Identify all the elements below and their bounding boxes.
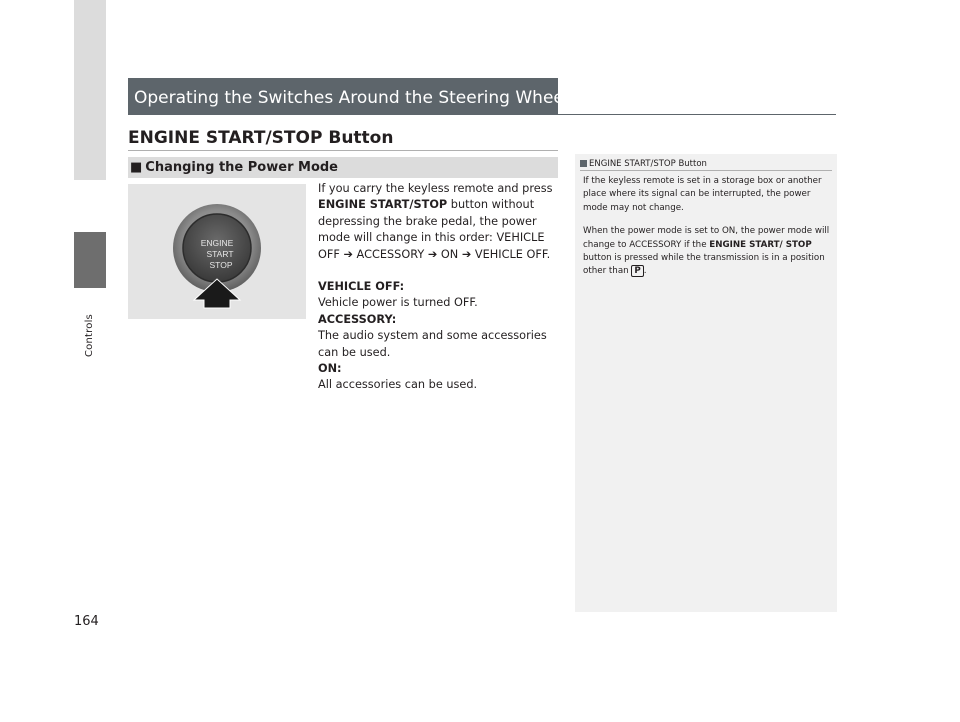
- button-label-line-3: STOP: [209, 260, 233, 270]
- note-header-text: ENGINE START/STOP Button: [589, 159, 707, 169]
- side-tab: [74, 0, 106, 180]
- body-text: [318, 181, 558, 394]
- intro-text-4: ON: [437, 247, 462, 261]
- intro-paragraph: [318, 181, 558, 263]
- page-heading: ENGINE START/STOP Button: [128, 128, 394, 148]
- note-marker-icon: [580, 160, 587, 167]
- engine-start-stop-icon: [128, 184, 306, 319]
- engine-button-figure: [128, 184, 306, 319]
- intro-button-name: ENGINE START/STOP: [318, 198, 448, 212]
- intro-text-2: button without depressing the brake pedal, the power mode will change in this order: VEHICLE OFF: [318, 198, 545, 261]
- section-title: Operating the Switches Around the Steering Wheel: [134, 88, 569, 108]
- heading-rule: [128, 150, 558, 151]
- button-label-line-2: START: [206, 249, 234, 259]
- mode-description: Vehicle power is turned OFF.: [318, 296, 478, 310]
- intro-text-5: VEHICLE OFF.: [471, 247, 551, 261]
- note-header: [580, 159, 707, 169]
- note-paragraph-1: If the keyless remote is set in a storage box or another place where its signal can be interrupted, the power mode may not change.: [583, 176, 822, 213]
- note-rule: [580, 170, 832, 171]
- intro-text-1: If you carry the keyless remote and press: [318, 182, 553, 195]
- intro-text-3: ACCESSORY: [352, 247, 428, 261]
- section-banner-line: [128, 114, 836, 115]
- arrow-icon: ➔: [343, 247, 353, 261]
- mode-description: All accessories can be used.: [318, 378, 478, 392]
- page-number: 164: [74, 614, 99, 629]
- arrow-icon: ➔: [461, 247, 472, 261]
- side-tab-active: [74, 232, 106, 288]
- section-label: Controls: [84, 314, 95, 357]
- subheading-bullet: ■: [130, 160, 143, 175]
- note-paragraph-2: When the power mode is set to ON, the power mode will change to ACCESSORY if the ENGINE START/ STOP button is pressed while the transmission is in a position other than P .: [583, 226, 830, 277]
- note-text: [583, 175, 831, 279]
- gear-p-icon: P: [631, 265, 643, 277]
- mode-name: ON:: [318, 362, 342, 376]
- inner-button: [183, 214, 251, 282]
- button-label-line-1: ENGINE: [200, 238, 234, 248]
- mode-name: ACCESSORY:: [318, 312, 397, 326]
- mode-name: VEHICLE OFF:: [318, 280, 405, 294]
- subheading-text: Changing the Power Mode: [145, 160, 338, 175]
- mode-description: The audio system and some accessories can be used.: [318, 329, 547, 359]
- subheading: [130, 160, 338, 175]
- arrow-icon: ➔: [427, 247, 438, 261]
